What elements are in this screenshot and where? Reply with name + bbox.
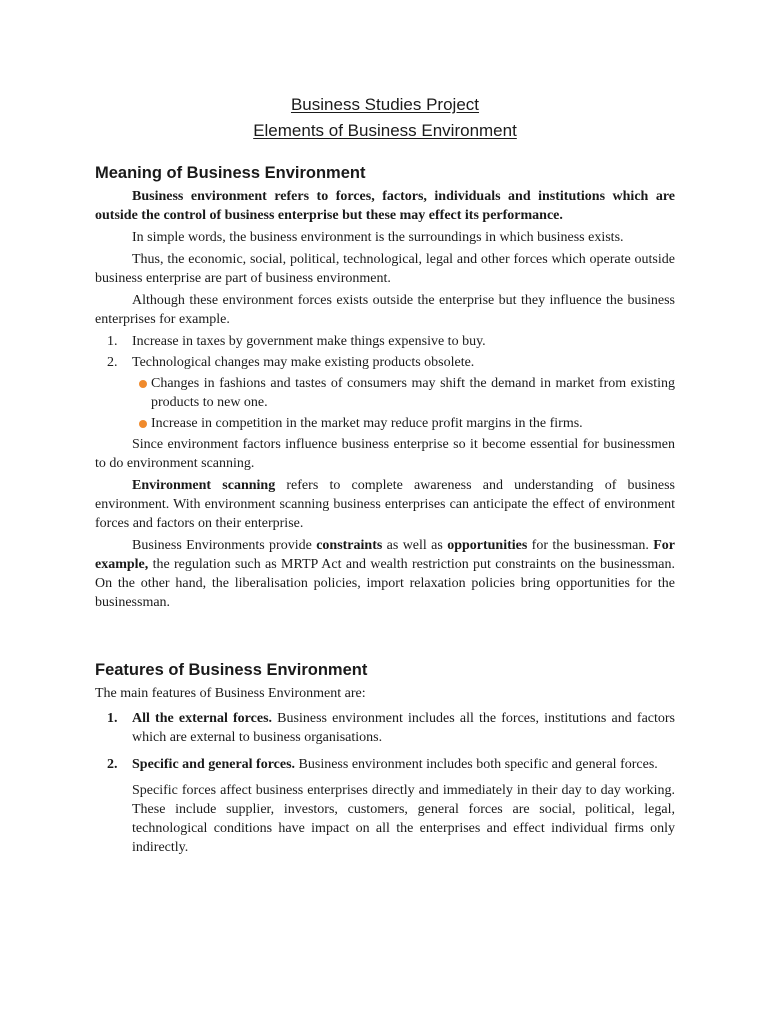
paragraph-environment-scanning (95, 476, 675, 533)
definition-text: Business environment refers to forces, factors, individuals and institutions which are outside the control of business enterprise but these may effect its performance. (95, 189, 675, 223)
list-item-text: Increase in taxes by government make things expensive to buy. (132, 334, 486, 349)
feature-detail-paragraph: Specific forces affect business enterprises directly and immediately in their day to day working. These include supplier, investors, customers, general forces are social, political, legal, technological conditions have impact on all the enterprises and effect individual firms only indirectly. (132, 783, 675, 855)
paragraph-scanning-need: Since environment factors influence business enterprise so it become essential for businessmen to do environment scanning. (95, 437, 675, 471)
paragraph-simple-words: In simple words, the business environment is the surroundings in which business exists. (132, 230, 624, 245)
scanning-definition: refers to complete awareness and understanding of business environment. With environment scanning business enterprises can anticipate the effect of environment forces and factors on their enterprise. (95, 478, 676, 531)
feature-item (95, 709, 675, 747)
feature-text: Business environment includes all the forces, institutions and factors which are external to business organisations. (132, 711, 675, 745)
examples-bullet-list (95, 374, 675, 433)
features-list (95, 709, 675, 774)
list-item (95, 414, 675, 433)
list-item-text: Increase in competition in the market may reduce profit margins in the firms. (151, 416, 583, 431)
text-fragment: as well as (382, 538, 448, 553)
list-item (95, 332, 675, 351)
text-fragment: Business Environments provide (132, 538, 317, 553)
list-item-text: Technological changes may make existing products obsolete. (132, 355, 475, 370)
definition-paragraph (95, 187, 675, 225)
feature-number: 1. (107, 711, 118, 726)
paragraph-constraints-opportunities (95, 536, 675, 612)
text-fragment: the regulation such as MRTP Act and wealth restriction put constraints on the businessman. On the other hand, the liberalisation policies, import relaxation policies bring opportunities for the businessman. (95, 557, 675, 610)
list-item (95, 353, 675, 372)
term-environment-scanning: Environment scanning (132, 478, 276, 493)
document-subtitle: Elements of Business Environment (253, 121, 517, 140)
term-constraints: constraints (316, 538, 383, 553)
paragraph-influence: Although these environment forces exists outside the enterprise but they influence the business enterprises for example. (95, 293, 675, 327)
feature-text: Business environment includes both specific and general forces. (295, 757, 658, 772)
feature-term: Specific and general forces. (132, 757, 296, 772)
feature-number: 2. (107, 757, 118, 772)
meaning-heading: Meaning of Business Environment (95, 164, 366, 182)
bullet-dot-icon (139, 380, 147, 388)
text-fragment: for the businessman. (527, 538, 654, 553)
feature-term: All the external forces. (132, 711, 273, 726)
feature-item (95, 755, 675, 774)
document-title: Business Studies Project (290, 95, 480, 114)
bullet-dot-icon (139, 420, 147, 428)
list-number: 1. (107, 334, 118, 349)
list-number: 2. (107, 355, 118, 370)
paragraph-forces: Thus, the economic, social, political, technological, legal and other forces which operate outside business enterprise are part of business environment. (95, 252, 675, 286)
features-heading: Features of Business Environment (95, 661, 368, 679)
list-item-text: Changes in fashions and tastes of consumers may shift the demand in market from existing products to new one. (151, 376, 675, 410)
examples-numbered-list (95, 332, 675, 372)
features-intro: The main features of Business Environment are: (95, 686, 366, 701)
document-page (95, 92, 675, 857)
list-item (95, 374, 675, 412)
term-opportunities: opportunities (447, 538, 528, 553)
term-for-example: For example, (95, 538, 675, 572)
